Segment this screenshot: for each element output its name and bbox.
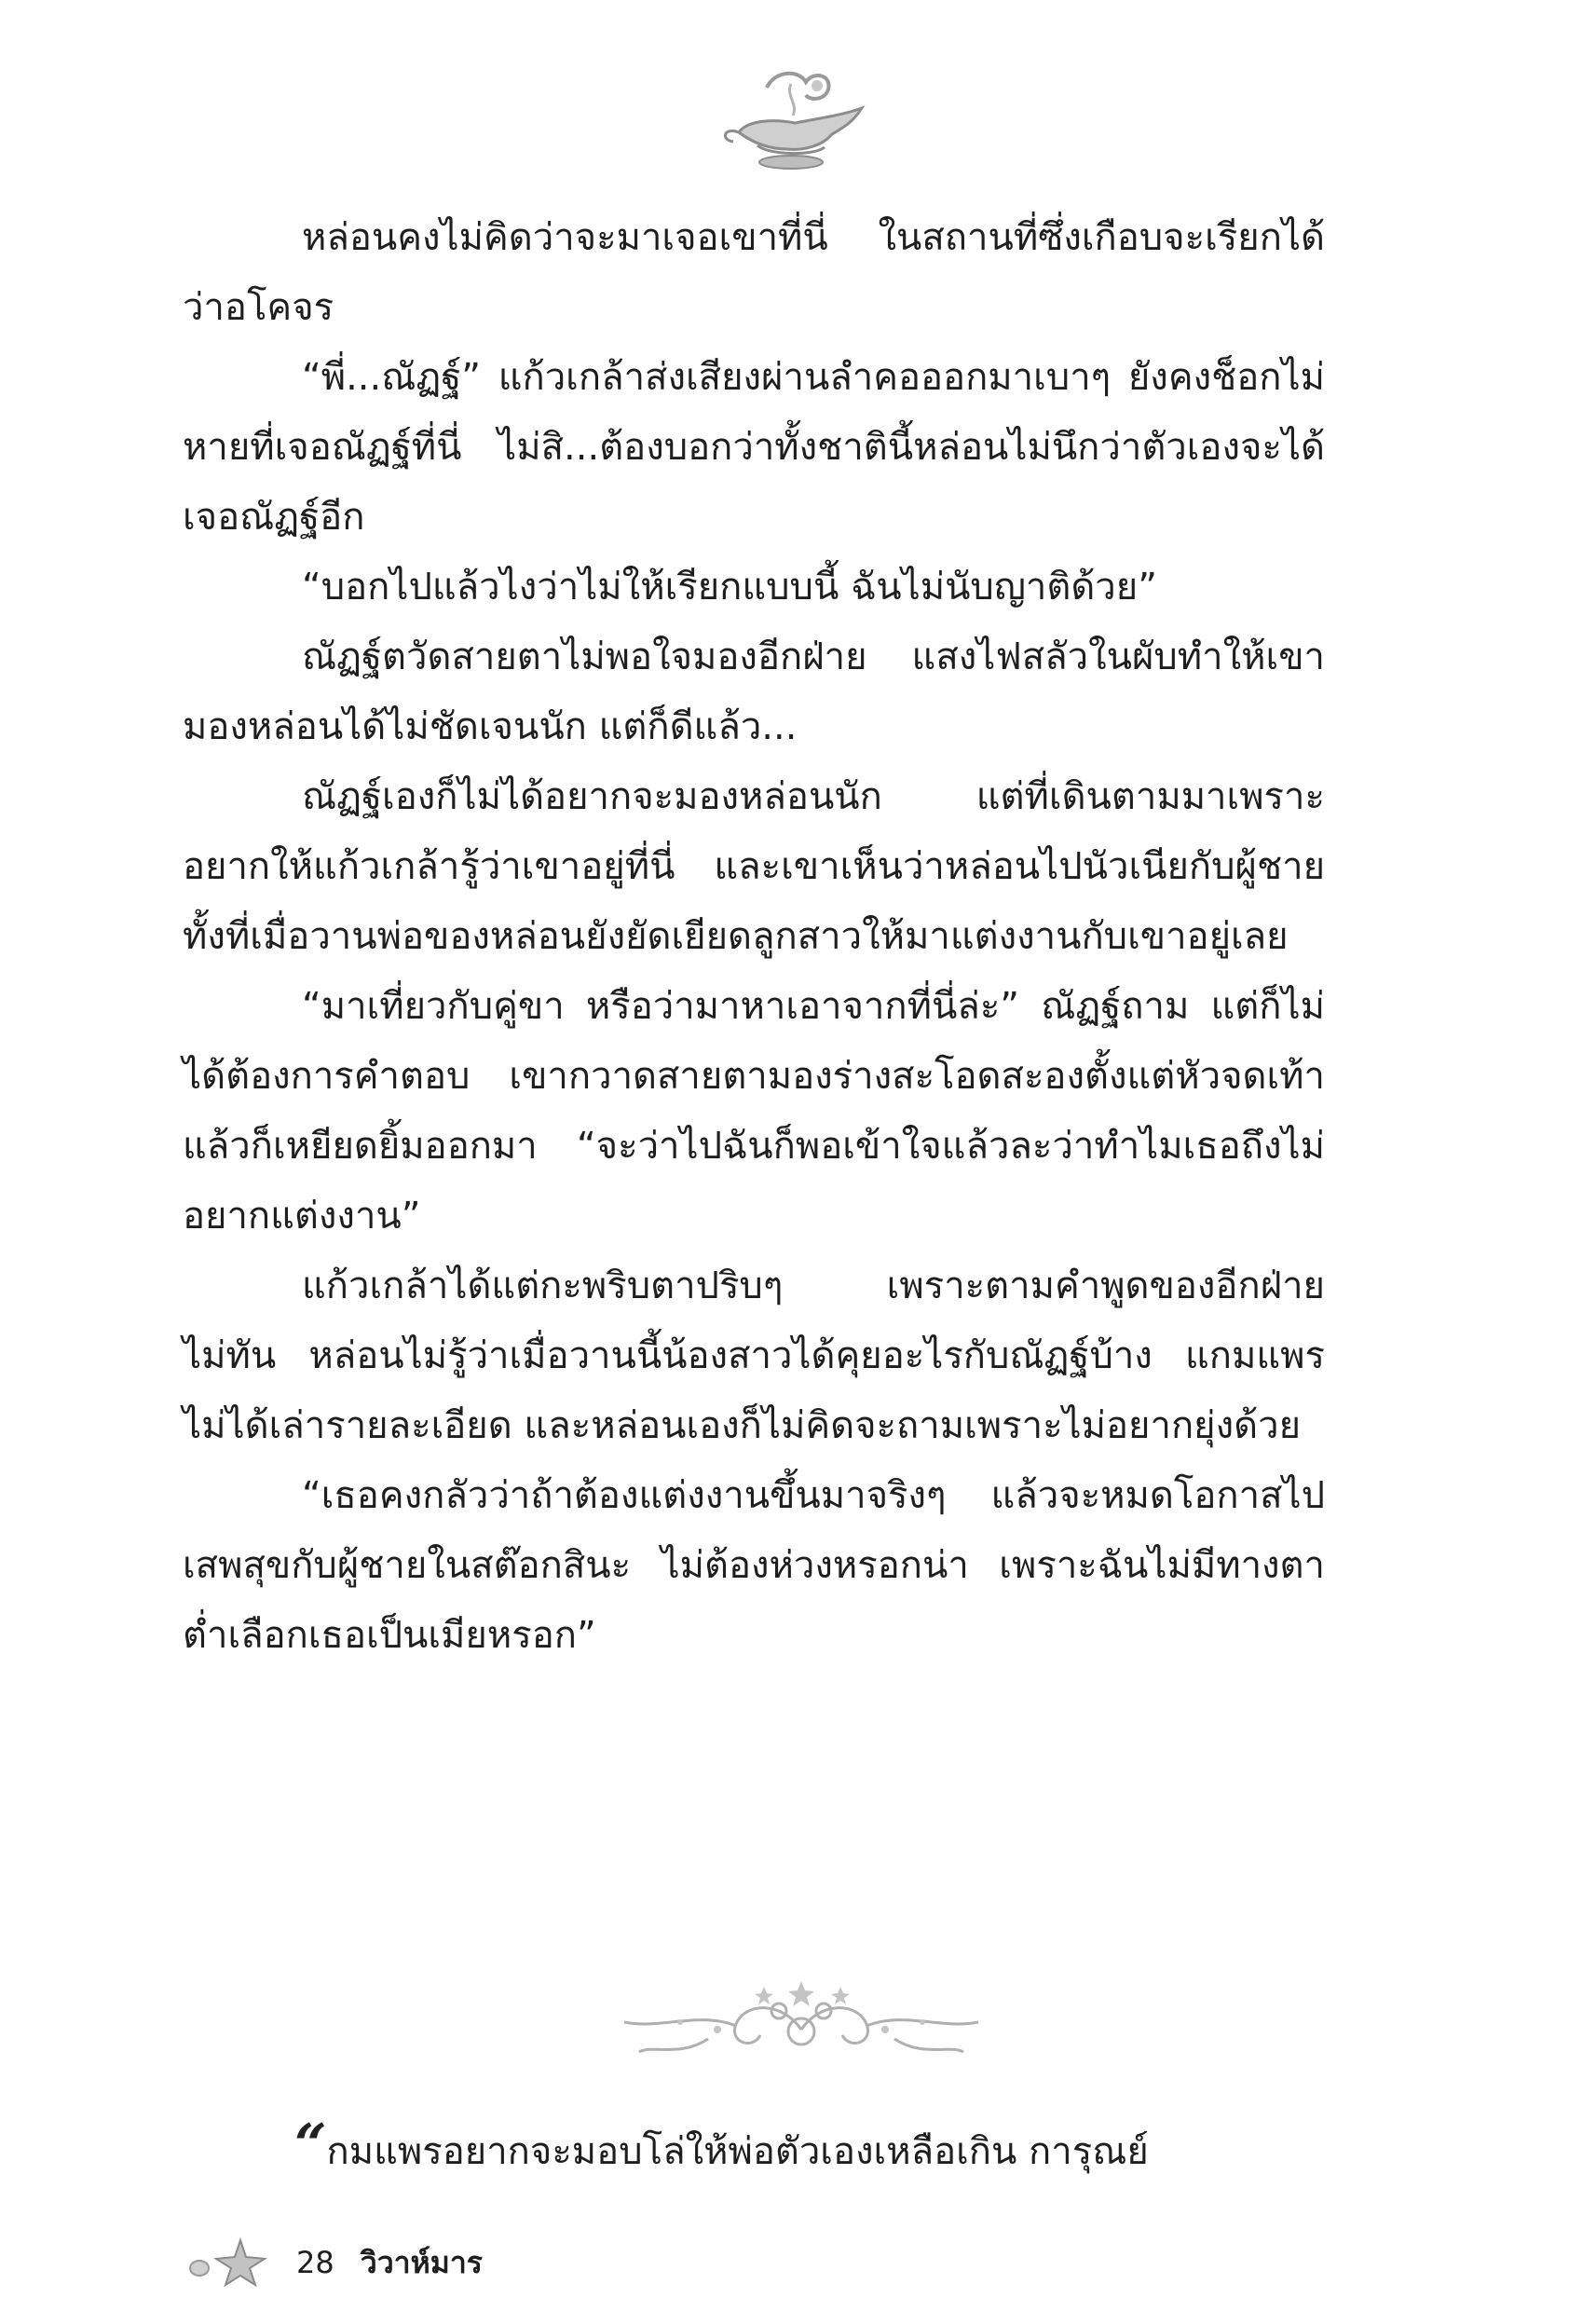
paragraph: “พี่...ณัฏฐ์” แก้วเกล้าส่งเสียงผ่านลำคอออกมาเบาๆ ยังคงช็อกไม่หายที่เจอณัฏฐ์ที่นี่ ไม่สิ...ต้องบอกว่าทั้งชาตินี้หล่อนไม่นึกว่าตัวเองจะได้เจอณัฏฐ์อีก (183, 356, 1325, 539)
paragraph: ณัฏฐ์ตวัดสายตาไม่พอใจมองอีกฝ่าย แสงไฟสลัวในผับทำให้เขามองหล่อนได้ไม่ชัดเจนนัก แต่ก็ดีแล้ว... (183, 636, 1325, 748)
drop-cap-quote: “ (294, 2113, 327, 2178)
paragraph: หล่อนคงไม่คิดว่าจะมาเจอเขาที่นี่ ในสถานที่ซึ่งเกือบจะเรียกได้ว่าอโคจร (183, 216, 1325, 329)
paragraph: “เธอคงกลัวว่าถ้าต้องแต่งงานขึ้นมาจริงๆ แล้วจะหมดโอกาสไปเสพสุขกับผู้ชายในสต๊อกสินะ ไม่ต้องห่วงหรอกน่า เพราะฉันไม่มีทางตาต่ำเลือกเธอเป็นเมียหรอก” (183, 1474, 1325, 1657)
page-footer (186, 2235, 483, 2290)
paragraph: “บอกไปแล้วไงว่าไม่ให้เรียกแบบนี้ ฉันไม่นับญาติด้วย” (302, 566, 1157, 609)
magic-lamp-icon (702, 67, 888, 175)
paragraph: “มาเที่ยวกับคู่ขา หรือว่ามาหาเอาจากที่นี่ล่ะ” ณัฏฐ์ถาม แต่ก็ไม่ได้ต้องการคำตอบ เขากวาดสายตามองร่างสะโอดสะองตั้งแต่หัวจดเท้าแล้วก็เหยียดยิ้มออกมา “จะว่าไปฉันก็พอเข้าใจแล้วละว่าทำไมเธอถึงไม่อยากแต่งงาน” (183, 985, 1325, 1238)
paragraph: แก้วเกล้าได้แต่กะพริบตาปริบๆ เพราะตามคำพูดของอีกฝ่ายไม่ทัน หล่อนไม่รู้ว่าเมื่อวานนี้น้องสาวได้คุยอะไรกับณัฏฐ์บ้าง แกมแพรไม่ได้เล่ารายละเอียด และหล่อนเองก็ไม่คิดจะถามเพราะไม่อยากยุ่งด้วย (183, 1265, 1325, 1447)
floral-divider-icon (596, 1974, 1006, 2076)
page-number: 28 (296, 2245, 334, 2280)
body-text (183, 203, 1325, 1671)
section-opening-text: กมแพรอยากจะมอบโล่ให้พ่อตัวเองเหลือเกิน การุณย์ (326, 2130, 1149, 2173)
book-title: วิวาห์มาร (360, 2244, 483, 2280)
starfish-shell-icon (186, 2236, 270, 2289)
section-opening-line (294, 2111, 1325, 2187)
paragraph: ณัฏฐ์เองก็ไม่ได้อยากจะมองหล่อนนัก แต่ที่เดินตามมาเพราะอยากให้แก้วเกล้ารู้ว่าเขาอยู่ที่นี่ และเขาเห็นว่าหล่อนไปนัวเนียกับผู้ชาย ทั้งที่เมื่อวานพ่อของหล่อนยังยัดเยียดลูกสาวให้มาแต่งงานกับเขาอยู่เลย (183, 775, 1325, 958)
